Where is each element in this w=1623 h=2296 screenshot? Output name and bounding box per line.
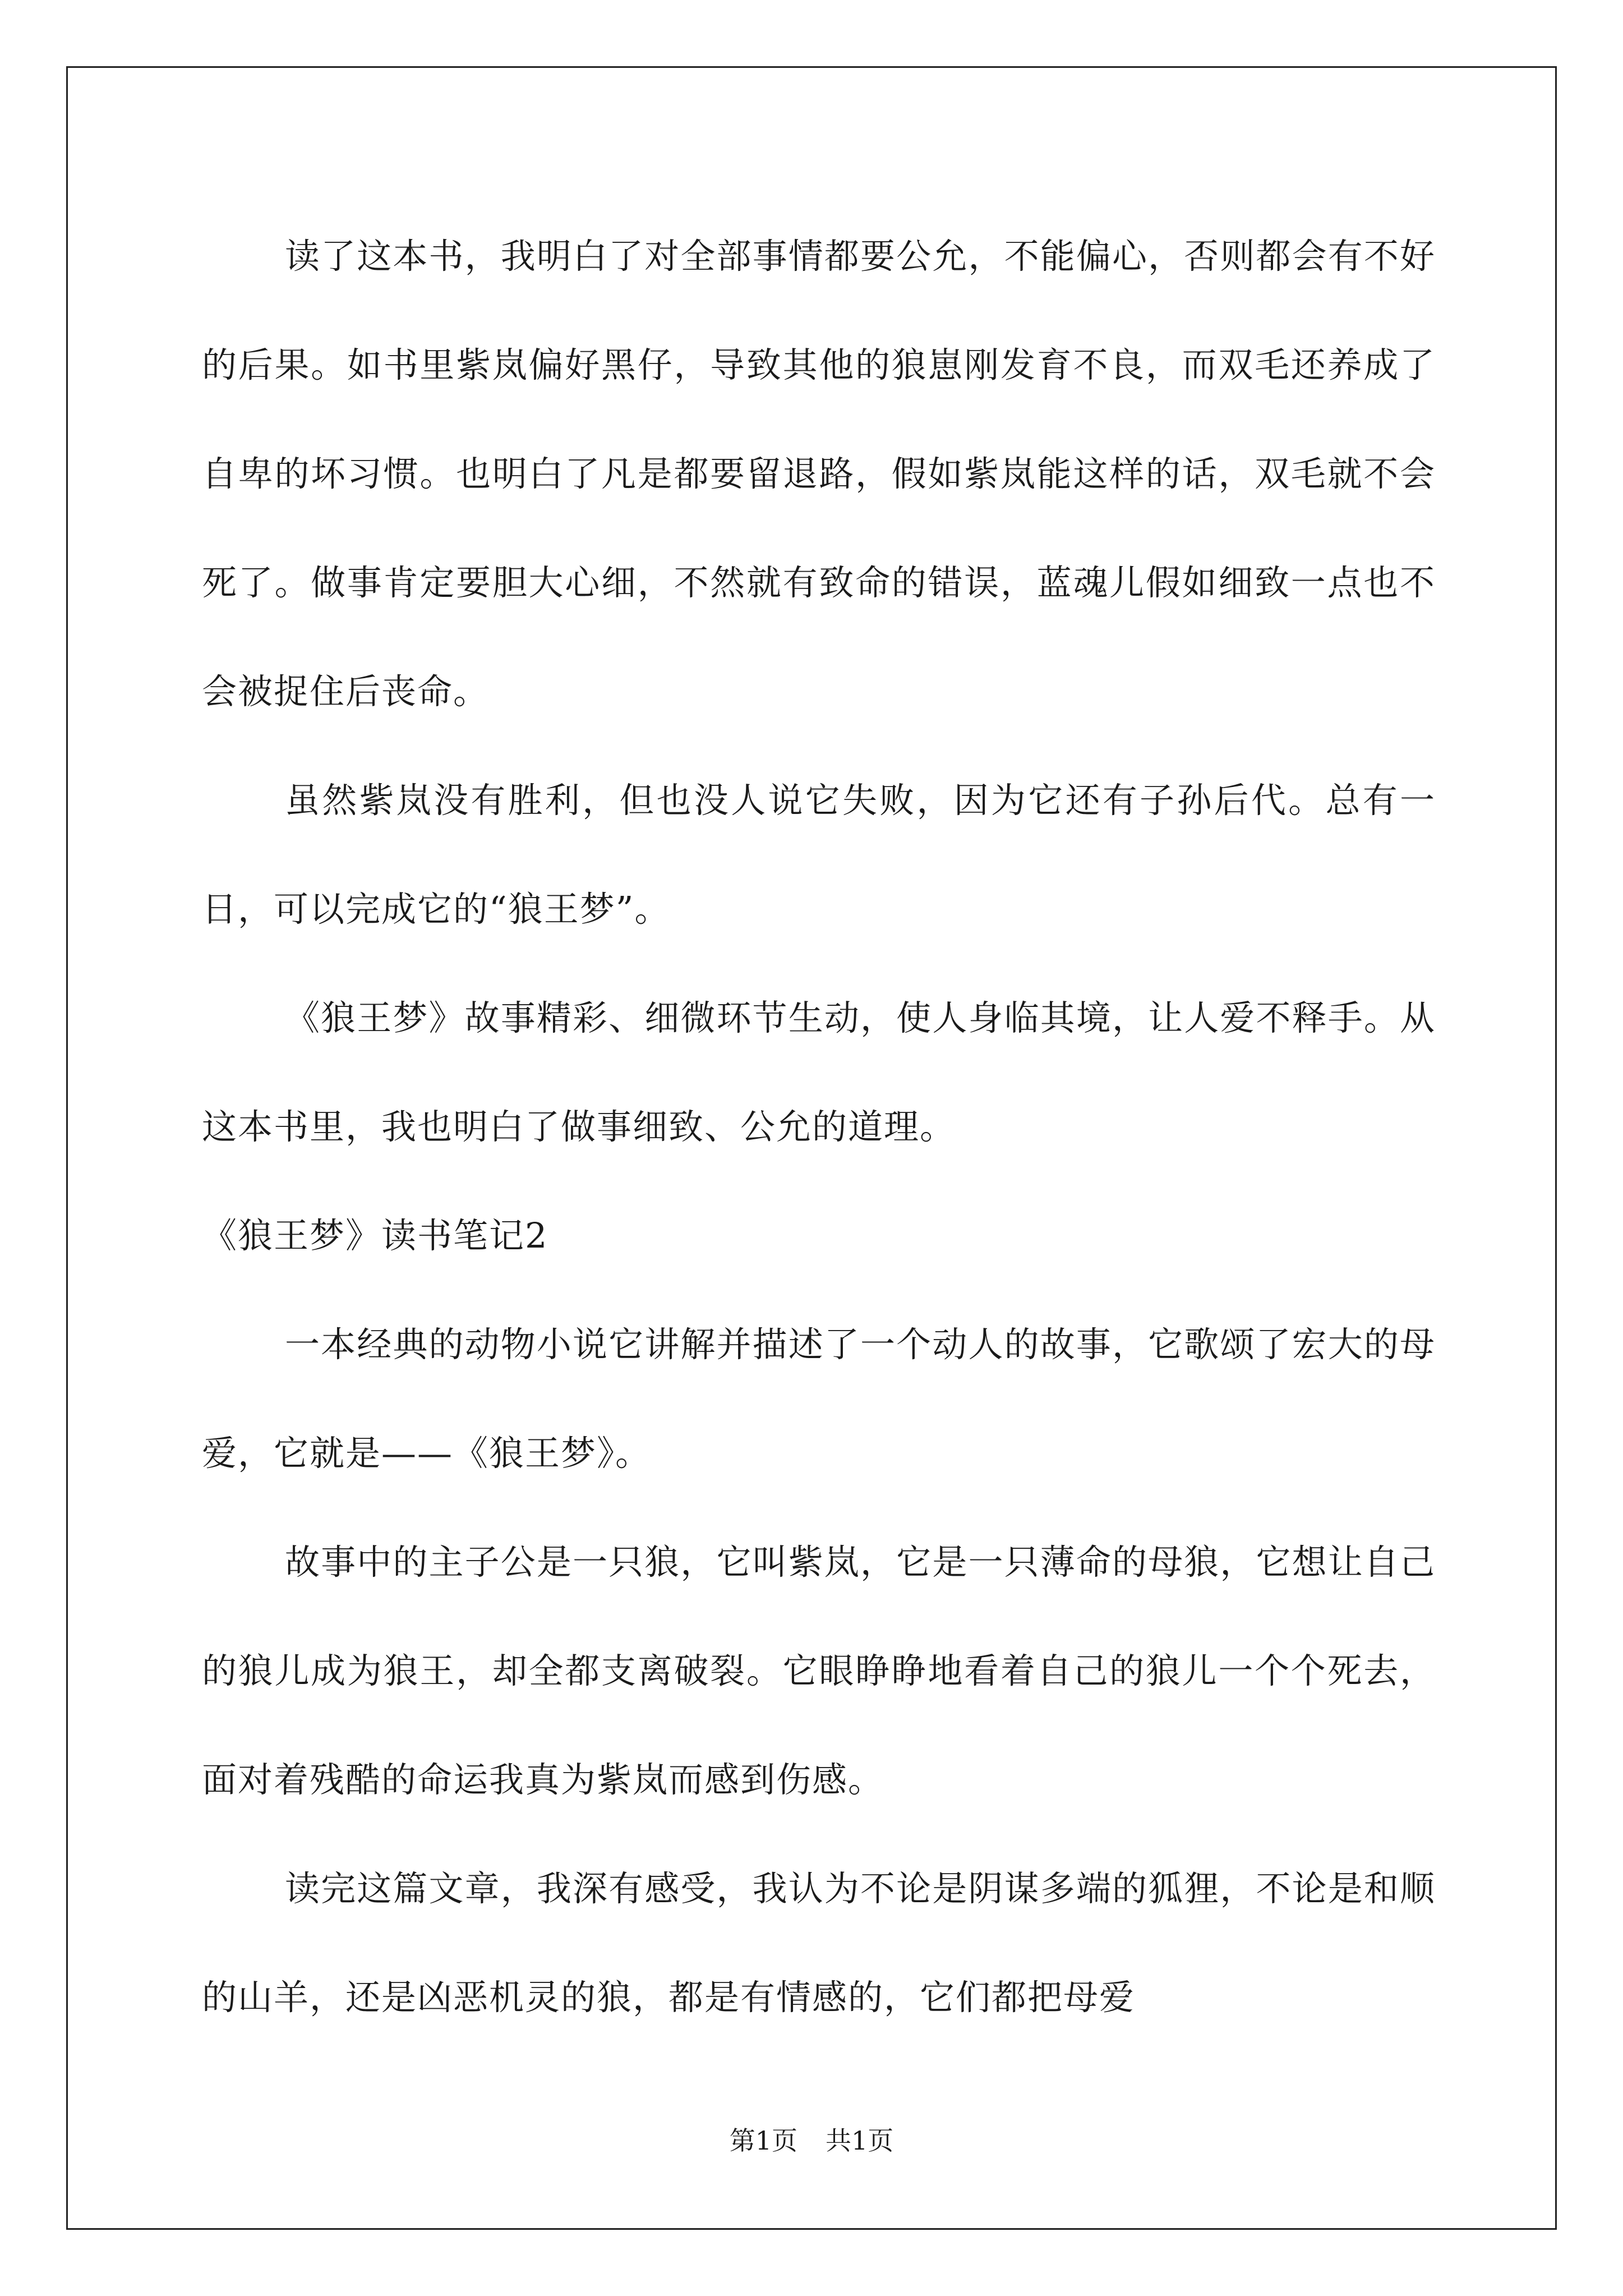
paragraph: 虽然紫岚没有胜利，但也没人说它失败，因为它还有子孙后代。总有一日，可以完成它的“狼王梦”。 <box>202 780 1436 930</box>
page-total: 共1页 <box>826 2125 894 2156</box>
section-heading: 《狼王梦》读书笔记2 <box>202 1215 548 1256</box>
page-footer <box>0 2120 1623 2157</box>
document-body <box>202 202 1436 2052</box>
paragraph: 故事中的主子公是一只狼，它叫紫岚，它是一只薄命的母狼，它想让自己的狼儿成为狼王，却全都支离破裂。它眼睁睁地看着自己的狼儿一个个死去，面对着残酷的命运我真为紫岚而感到伤感。 <box>202 1542 1436 1800</box>
paragraph: 读了这本书，我明白了对全部事情都要公允，不能偏心，否则都会有不好的后果。如书里紫岚偏好黑仔，导致其他的狼崽刚发育不良，而双毛还养成了自卑的坏习惯。也明白了凡是都要留退路，假如紫岚能这样的话，双毛就不会死了。做事肯定要胆大心细，不然就有致命的错误，蓝魂儿假如细致一点也不会被捉住后丧命。 <box>202 236 1436 712</box>
paragraph: 读完这篇文章，我深有感受，我认为不论是阴谋多端的狐狸，不论是和顺的山羊，还是凶恶机灵的狼，都是有情感的，它们都把母爱 <box>202 1868 1436 2018</box>
page-number: 第1页 <box>729 2125 797 2156</box>
paragraph: 一本经典的动物小说它讲解并描述了一个动人的故事，它歌颂了宏大的母爱，它就是——《狼王梦》。 <box>202 1324 1436 1474</box>
paragraph: 《狼王梦》故事精彩、细微环节生动，使人身临其境，让人爱不释手。从这本书里，我也明白了做事细致、公允的道理。 <box>202 997 1436 1147</box>
